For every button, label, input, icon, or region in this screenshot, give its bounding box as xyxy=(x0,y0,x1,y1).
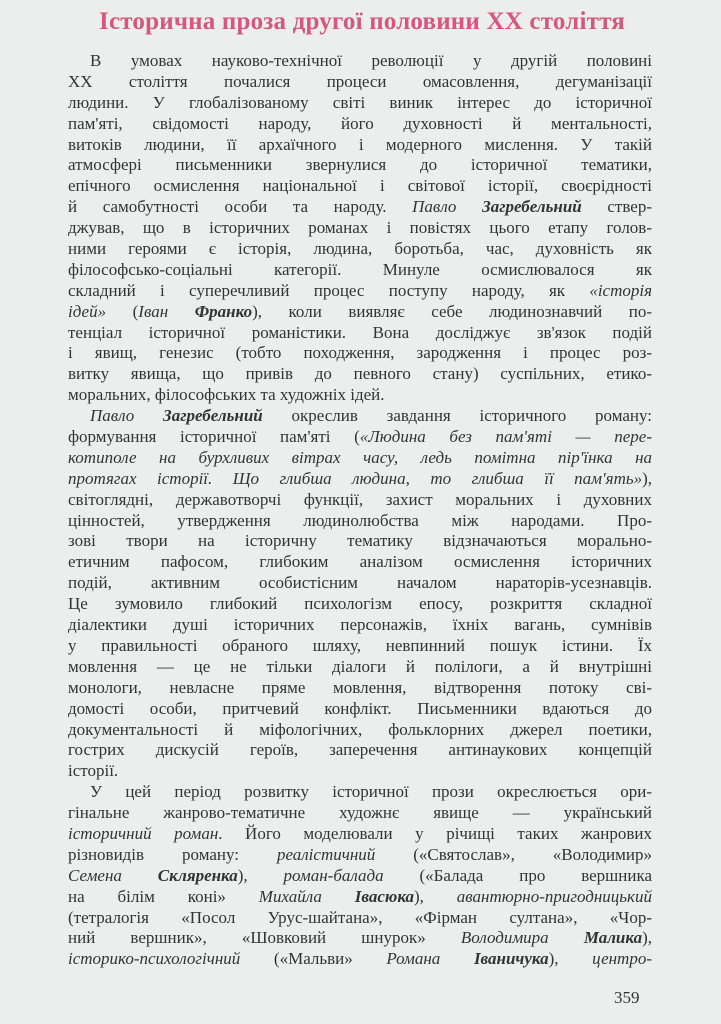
text-run: світоглядні, державотворчі функції, захист моральних і духовних xyxy=(68,489,652,509)
text-run: діалектики душі історичних персонажів, їхніх вагань, сумнівів xyxy=(68,615,652,635)
text-run: подій, активним особистісним началом нараторів-усезнавців. xyxy=(68,573,652,593)
text-line xyxy=(68,281,652,302)
text-line xyxy=(68,302,652,323)
text-line xyxy=(68,364,652,385)
emphasis-text: Павло xyxy=(90,406,164,426)
text-line xyxy=(68,594,652,615)
emphasis-text: Загребельний xyxy=(163,406,263,426)
text-run: ), xyxy=(414,886,457,906)
text-run: окреслив завдання історичного роману: xyxy=(262,406,652,426)
emphasis-text: Іван xyxy=(138,301,195,321)
text-run: етичним пафосом, глибоким аналізом осмислення історичних xyxy=(68,552,652,572)
text-line xyxy=(68,490,652,511)
text-run: гострих дискусій героїв, заперечення антинаукових концепцій xyxy=(68,740,652,760)
text-line xyxy=(68,636,652,657)
text-line xyxy=(68,699,652,720)
emphasis-text: Павло xyxy=(412,197,483,217)
text-line xyxy=(68,887,652,908)
text-run: ( xyxy=(106,301,139,321)
text-run: В умовах науково-технічної революції у другій половині xyxy=(90,51,652,70)
text-line xyxy=(68,385,652,406)
text-line xyxy=(68,552,652,573)
text-run: зові твори на історичну тематику відзначаються морально- xyxy=(68,531,652,551)
text-line xyxy=(68,845,652,866)
emphasis-text: Івасюка xyxy=(354,886,415,906)
text-run: ), xyxy=(642,928,652,948)
text-run: моральних, філософських та художніх ідей. xyxy=(68,385,385,405)
text-line xyxy=(68,114,652,135)
text-line xyxy=(68,573,652,594)
emphasis-text: історичний роман xyxy=(68,823,219,843)
text-run: ), xyxy=(237,865,284,885)
text-run: документальності й міфологічних, фольклорних джерел поетики, xyxy=(68,719,652,739)
text-line xyxy=(68,469,652,490)
text-run: мовлення — це не тільки діалоги й полілоги, а й внутрішні xyxy=(68,656,652,676)
text-line xyxy=(68,720,652,741)
text-line xyxy=(68,155,652,176)
text-run: домості особи, притчевий конфлікт. Письменники вдаються до xyxy=(68,698,652,718)
text-run: ), коли виявляє себе людинознавчий по- xyxy=(252,301,653,321)
page-number: 359 xyxy=(614,988,640,1007)
emphasis-text: Володимира xyxy=(460,928,584,948)
text-line xyxy=(68,260,652,281)
text-run: («Святослав», «Володимир» xyxy=(375,844,652,864)
emphasis-text: протягах історії. Що глибша людина, то глибша її пам'ять» xyxy=(68,468,643,488)
text-run: тенціал історичної романістики. Вона досліджує зв'язок подій xyxy=(68,322,652,342)
text-run: філософсько-соціальні категорії. Минуле осмислювалося як xyxy=(68,259,652,279)
text-run: і явищ, генезис (тобто походження, зародження і процес роз- xyxy=(68,343,652,363)
text-run: складний і суперечливий процес поступу народу, як xyxy=(68,280,590,300)
emphasis-text: історико-психологічний xyxy=(68,949,241,969)
text-run: різновидів роману: xyxy=(68,844,277,864)
text-line xyxy=(68,197,652,218)
text-run: ними героями є історія, людина, боротьба, час, духовність як xyxy=(68,239,652,259)
emphasis-text: Малика xyxy=(583,928,643,948)
text-line xyxy=(68,740,652,761)
text-run: атмосфері письменники звернулися до історичної тематики, xyxy=(68,155,652,175)
text-line xyxy=(68,218,652,239)
text-line xyxy=(68,176,652,197)
text-line xyxy=(68,511,652,532)
text-run: . Його моделювали у річищі таких жанрових xyxy=(218,823,652,843)
text-line xyxy=(68,928,652,949)
text-run: («Мальви» xyxy=(240,949,387,969)
emphasis-text: «Людина без пам'яті — пере- xyxy=(359,427,653,447)
text-line xyxy=(68,908,652,929)
text-run: й самобутності особи та народу. xyxy=(68,197,413,217)
text-run: («Балада про вершника xyxy=(383,865,653,885)
text-line xyxy=(68,448,652,469)
text-line xyxy=(68,72,652,93)
emphasis-text: Михайла xyxy=(258,886,355,906)
emphasis-text: Романа xyxy=(386,949,474,969)
text-line xyxy=(68,93,652,114)
emphasis-text: ідей» xyxy=(68,301,107,321)
text-line xyxy=(68,761,652,782)
text-run: пам'яті, свідомості народу, його духовності й ментальності, xyxy=(68,113,652,133)
emphasis-text: роман-балада xyxy=(283,865,384,885)
text-run: у правильності обраного шляху, невпинний пошук істини. Їх xyxy=(68,635,652,655)
emphasis-text: Франко xyxy=(194,301,253,321)
text-run: людини. У глобалізованому світі виник інтерес до історичної xyxy=(68,92,652,112)
emphasis-text: «історія xyxy=(589,280,652,300)
emphasis-text: Загребельний xyxy=(482,197,582,217)
text-line xyxy=(68,782,652,803)
text-run: цінностей, утвердження людинолюбства між народами. Про- xyxy=(68,510,652,530)
body-text xyxy=(68,51,652,970)
text-line xyxy=(68,866,652,887)
text-run: гінальне жанрово-тематичне художнє явище — український xyxy=(68,803,652,823)
text-run: ствер- xyxy=(581,197,652,217)
text-line xyxy=(68,657,652,678)
text-run: формування історичної пам'яті ( xyxy=(68,427,360,447)
text-line xyxy=(68,531,652,552)
text-line xyxy=(68,239,652,260)
text-run: (тетралогія «Посол Урус-шайтана», «Фірман султана», «Чор- xyxy=(68,907,652,927)
text-line xyxy=(68,824,652,845)
text-line xyxy=(68,135,652,156)
emphasis-text: Семена xyxy=(68,865,158,885)
emphasis-text: авантюрно-пригодницький xyxy=(456,886,652,906)
text-run: ), xyxy=(548,949,593,969)
text-run: витку явища, що привів до певного стану) суспільних, етико- xyxy=(68,364,652,384)
text-line xyxy=(68,406,652,427)
text-run: ), xyxy=(642,468,652,488)
text-run: У цей період розвитку історичної прози окреслюється ори- xyxy=(90,782,652,802)
text-run: на білім коні» xyxy=(68,886,259,906)
text-line xyxy=(68,615,652,636)
text-run: джував, що в історичних романах і повістях цього етапу голов- xyxy=(68,218,652,238)
text-line xyxy=(68,51,652,72)
text-run: витоків людини, її архаїчного і модерного мислення. У такій xyxy=(68,134,652,154)
text-line xyxy=(68,678,652,699)
text-line xyxy=(68,323,652,344)
text-line xyxy=(68,803,652,824)
emphasis-text: центро- xyxy=(592,949,652,969)
text-line xyxy=(68,427,652,448)
emphasis-text: Іваничука xyxy=(473,949,549,969)
text-run: XX століття почалися процеси омасовлення, дегуманізації xyxy=(68,71,652,91)
text-run: ний вершник», «Шовковий шнурок» xyxy=(68,928,461,948)
text-run: епічного осмислення національної і світової історії, своєрідності xyxy=(68,176,652,196)
page-title: Історична проза другої половини XX століття xyxy=(99,8,625,35)
text-line xyxy=(68,343,652,364)
text-line xyxy=(68,949,652,970)
emphasis-text: реалістичний xyxy=(276,844,376,864)
text-run: монологи, невласне пряме мовлення, відтворення потоку сві- xyxy=(68,677,652,697)
emphasis-text: котиполе на бурхливих вітрах часу, ледь помітна пір'їнка на xyxy=(68,447,652,467)
emphasis-text: Скляренка xyxy=(157,865,238,885)
text-run: Це зумовило глибокий психологізм епосу, розкриття складної xyxy=(68,594,652,614)
text-run: історії. xyxy=(68,761,119,781)
